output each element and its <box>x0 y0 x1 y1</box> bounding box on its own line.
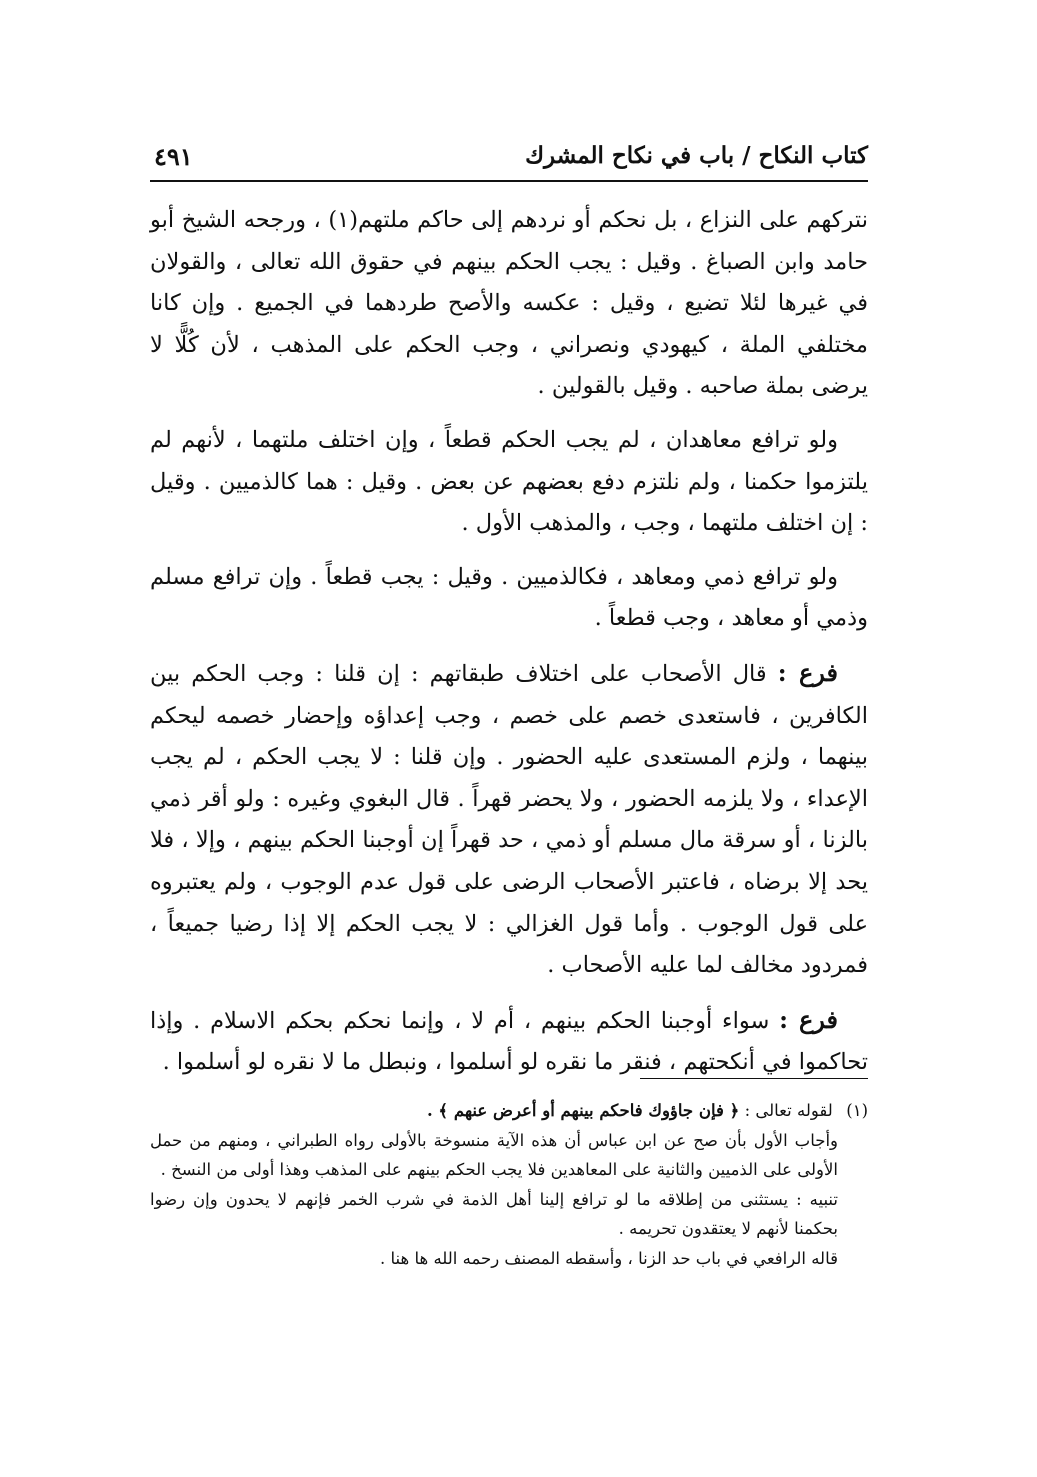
chapter-title: كتاب النكاح / باب في نكاح المشرك <box>525 142 868 169</box>
running-header <box>150 140 868 182</box>
paragraph-text: نتركهم على النزاع ، بل نحكم أو نردهم إلى حاكم ملتهم(١) ، ورجحه الشيخ أبو حامد وابن الصباغ . وقيل : يجب الحكم بينهم في حقوق الله تعالى ، والقولان في غيرها لئلا تضيع ، وقيل : عكسه والأصح طردهما في الجميع . وإن كانا مختلفي الملة ، كيهودي ونصراني ، وجب الحكم على المذهب ، لأن كُلًّا لا يرضى بملة صاحبه . وقيل بالقولين . <box>150 207 868 400</box>
paragraph-3 <box>150 557 868 640</box>
section-lead: فرع : <box>779 1004 839 1034</box>
footnote-intro: لقوله تعالى : <box>744 1101 833 1120</box>
paragraph-1 <box>150 200 868 408</box>
footnote-rule <box>640 1078 868 1079</box>
footnote-line-1: وأجاب الأول بأن صح عن ابن عباس أن هذه الآية منسوخة بالأولى رواه الطبراني ، ومنهم من حمل الأولى على الذميين والثانية على المعاهدين فلا يجب الحكم بينهم على المذهب وهذا أولى من النسخ . <box>150 1130 838 1179</box>
paragraph-text: قال الأصحاب على اختلاف طبقاتهم : إن قلنا : وجب الحكم بين الكافرين ، فاستعدى خصم على خصم ، وجب إعداؤه وإحضار خصمه ليحكم بينهما ، ولزم المستعدى عليه الحضور . وإن قلنا : لا يجب الحكم ، لم يجب الإعداء ، ولا يلزمه الحضور ، ولا يحضر قهراً . قال البغوي وغيره : ولو أقر ذمي بالزنا ، أو سرقة مال مسلم أو ذمي ، حد قهراً إن أوجبنا الحكم بينهم ، وإلا ، فلا يحد إلا برضاه ، فاعتبر الأصحاب الرضى على قول عدم الوجوب ، ولم يعتبروه على قول الوجوب . وأما قول الغزالي : لا يجب الحكم إلا إذا رضيا جميعاً ، فمردود مخالف لما عليه الأصحاب . <box>150 660 868 979</box>
footnote-number: (١) <box>846 1101 868 1120</box>
paragraph-2 <box>150 420 868 545</box>
footnote-verse: ﴿ فإن جاؤوك فاحكم بينهم أو أعرض عنهم ﴾ . <box>426 1101 740 1120</box>
paragraph-5 <box>150 999 868 1084</box>
main-text <box>150 200 868 1084</box>
footnote-line-2: تنبيه : يستثنى من إطلاقه ما لو ترافع إلينا أهل الذمة في شرب الخمر فإنهم لا يحدون وإن رضوا بحكمنا لأنهم لا يعتقدون تحريمه . <box>150 1189 838 1238</box>
book-page <box>150 0 868 1477</box>
paragraph-text: سواء أوجبنا الحكم بينهم ، أم لا ، وإنما نحكم بحكم الاسلام . وإذا تحاكموا في أنكحتهم ، فنقر ما نقره لو أسلموا ، ونبطل ما لا نقره لو أسلموا . <box>150 1007 868 1076</box>
footnote-body <box>150 1096 868 1273</box>
footnote-1 <box>150 1096 868 1126</box>
paragraph-text: ولو ترافع ذمي ومعاهد ، فكالذميين . وقيل : يجب قطعاً . وإن ترافع مسلم وذمي أو معاهد ، وجب قطعاً . <box>150 563 868 632</box>
page-number: ٤٩١ <box>154 142 193 171</box>
footnote-line-3: قاله الرافعي في باب حد الزنا ، وأسقطه المصنف رحمه الله ها هنا . <box>380 1248 838 1268</box>
section-lead: فرع : <box>777 657 839 687</box>
paragraph-4 <box>150 652 868 987</box>
paragraph-text: ولو ترافع معاهدان ، لم يجب الحكم قطعاً ، وإن اختلف ملتهما ، لأنهم لم يلتزموا حكمنا ، ولم نلتزم دفع بعضهم عن بعض . وقيل : هما كالذميين . وقيل : إن اختلف ملتهما ، وجب ، والمذهب الأول . <box>150 426 868 537</box>
